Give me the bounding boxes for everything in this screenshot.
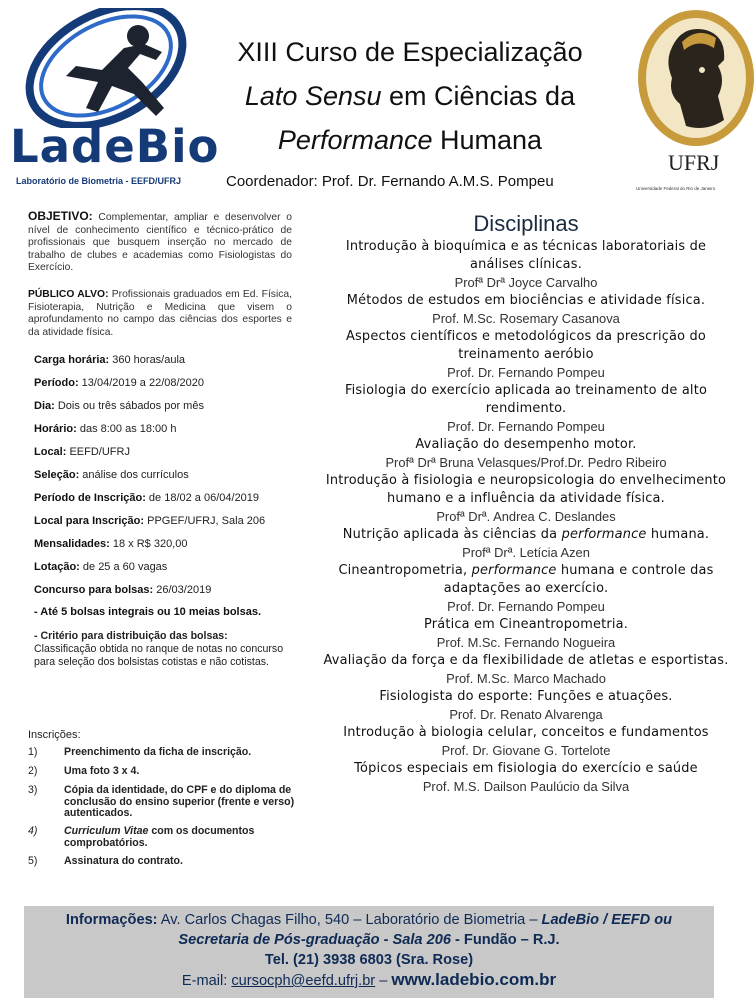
inscricao-item: 2) Uma foto 3 x 4.	[28, 765, 140, 777]
disciplina-prof: Prof. Dr. Renato Alvarenga	[449, 707, 603, 722]
disciplina-prof: Profª Drª Joyce Carvalho	[454, 275, 598, 290]
disciplina-prof: Prof. Dr. Fernando Pompeu	[447, 419, 605, 434]
disciplina-title: Fisiologia do exercício aplicada ao treinamento de alto rendimento.	[344, 383, 708, 416]
info-local-inscricao: Local para Inscrição: PPGEF/UFRJ, Sala 206	[34, 515, 266, 527]
info-carga: Carga horária: 360 horas/aula	[34, 354, 186, 366]
disciplina-prof: Prof. M.Sc. Rosemary Casanova	[432, 311, 620, 326]
info-periodo-inscricao: Período de Inscrição: de 18/02 a 06/04/2019	[34, 492, 260, 504]
disciplina-title: Aspectos científicos e metodológicos da prescrição do treinamento aeróbio	[346, 329, 706, 362]
disciplina-title: Tópicos especiais em fisiologia do exercício e saúde	[354, 761, 698, 776]
minerva-seal-icon	[636, 8, 756, 148]
ufrj-caption: Universidade Federal do Rio de Janeiro	[636, 186, 716, 191]
inscricao-item: 4) Curriculum Vitae com os documentos comprobatórios.	[28, 825, 255, 849]
disciplina-title: Fisiologista do esporte: Funções e atuações.	[379, 689, 673, 704]
title-line-2: Lato Sensu em Ciências da	[244, 81, 576, 111]
footer-info	[24, 906, 714, 998]
info-concurso: Concurso para bolsas: 26/03/2019	[34, 584, 212, 596]
logo-wordmark: LadeBio	[10, 120, 220, 173]
disciplina-prof: Profª Drª Bruna Velasques/Prof.Dr. Pedro Ribeiro	[385, 455, 667, 470]
footer-line-4: E-mail: cursocph@eefd.ufrj.br – www.ladebio.com.br	[181, 970, 557, 989]
title-line-1: XIII Curso de Especialização	[237, 37, 583, 67]
title-line-3: Performance Humana	[277, 125, 543, 155]
publico-alvo: PÚBLICO ALVO: Profissionais graduados em Ed. Física, Fisioterapia, Nutrição e Medicina que visem o aprofundamento no campo das ciências dos esportes e da atividade física.	[28, 289, 292, 338]
disciplina-title: Prática em Cineantropometria.	[423, 617, 629, 632]
ufrj-seal	[636, 8, 756, 193]
disciplina-prof: Profª Drª. Andrea C. Deslandes	[436, 509, 616, 524]
info-lotacao: Lotação: de 25 a 60 vagas	[34, 561, 168, 573]
disciplina-prof: Profª Drª. Letícia Azen	[462, 545, 590, 560]
disciplina-title: Métodos de estudos em biociências e atividade física.	[346, 293, 706, 308]
disciplina-prof: Prof. Dr. Fernando Pompeu	[447, 599, 605, 614]
website-link[interactable]: www.ladebio.com.br	[391, 970, 557, 989]
logo-subtitle: Laboratório de Biometria - EEFD/UFRJ	[16, 176, 182, 186]
inscricao-item: 5) Assinatura do contrato.	[28, 855, 183, 867]
runner-ring-icon	[6, 8, 196, 128]
disciplina-title: Nutrição aplicada às ciências da performance humana.	[342, 527, 710, 542]
inscricao-item: 3) Cópia da identidade, do CPF e do diploma de conclusão do ensino superior (frente e verso) autenticados.	[28, 784, 295, 819]
ufrj-wordmark: UFRJ	[668, 150, 720, 175]
disciplina-prof: Prof. Dr. Fernando Pompeu	[447, 365, 605, 380]
disciplina-title: Introdução à bioquímica e as técnicas laboratoriais de análises clínicas.	[345, 239, 707, 272]
info-local: Local: EEFD/UFRJ	[34, 446, 130, 458]
footer-line-3: Tel. (21) 3938 6803 (Sra. Rose)	[264, 952, 474, 968]
disciplina-title: Cineantropometria, performance humana e controle das adaptações ao exercício.	[338, 563, 714, 596]
footer-line-2: Secretaria de Pós-graduação - Sala 206 - Fundão – R.J.	[178, 932, 560, 948]
info-selecao: Seleção: análise dos currículos	[34, 469, 189, 481]
objetivo: OBJETIVO: Complementar, ampliar e desenvolver o nível de conhecimento científico e técnico-prático de profissionais que busquem inserção no mercado de trabalho de clubes e academias como Fisiologistas do Exercício.	[28, 209, 292, 274]
disciplinas-heading: Disciplinas	[473, 211, 579, 236]
coordinator: Coordenador: Prof. Dr. Fernando A.M.S. Pompeu	[226, 173, 554, 190]
inscricao-item: 1) Preenchimento da ficha de inscrição.	[28, 746, 252, 758]
disciplinas-list	[322, 238, 730, 796]
footer-line-1: Informações: Av. Carlos Chagas Filho, 540 – Laboratório de Biometria – LadeBio / EEFD ou	[65, 912, 673, 928]
disciplina-prof: Prof. M.Sc. Fernando Nogueira	[436, 635, 616, 650]
info-mensalidades: Mensalidades: 18 x R$ 320,00	[34, 538, 188, 550]
ladebio-logo	[6, 8, 220, 188]
disciplina-prof: Prof. M.S. Dailson Paulúcio da Silva	[422, 779, 630, 794]
bolsas-line: - Até 5 bolsas integrais ou 10 meias bolsas.	[34, 606, 262, 618]
email-link[interactable]: cursocph@eefd.ufrj.br	[231, 973, 376, 989]
info-dia: Dia: Dois ou três sábados por mês	[34, 400, 204, 412]
disciplina-title: Avaliação do desempenho motor.	[415, 437, 637, 452]
course-title	[190, 30, 630, 162]
info-horario: Horário: das 8:00 as 18:00 h	[34, 423, 177, 435]
disciplina-title: Introdução à biologia celular, conceitos e fundamentos	[343, 725, 709, 740]
inscricoes-heading: Inscrições:	[28, 729, 81, 741]
disciplina-title: Introdução à fisiologia e neuropsicologia do envelhecimento humano e a influência da atividade física.	[325, 473, 727, 506]
bolsas-criterio: - Critério para distribuição das bolsas: Classificação obtida no ranque de notas no concurso para seleção dos bolsistas cotistas e não cotistas.	[34, 630, 284, 668]
disciplina-prof: Prof. M.Sc. Marco Machado	[446, 671, 606, 686]
info-periodo: Período: 13/04/2019 a 22/08/2020	[34, 377, 205, 389]
disciplina-title: Avaliação da força e da flexibilidade de atletas e esportistas.	[323, 653, 729, 668]
disciplina-prof: Prof. Dr. Giovane G. Tortelote	[441, 743, 611, 758]
